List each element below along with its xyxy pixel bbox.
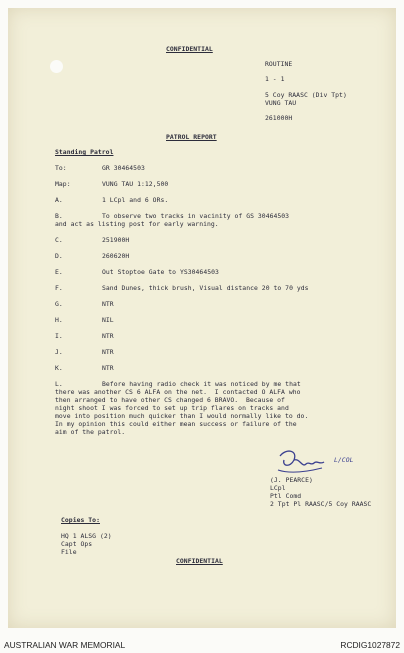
- field-value: NTR: [102, 348, 114, 356]
- field-value: 260620H: [102, 252, 130, 260]
- narrative-line: In my opinion this could either mean success or failure of the: [55, 420, 297, 428]
- field-value: 1 LCpl and 6 ORs.: [102, 196, 169, 204]
- field-label: D.: [55, 252, 63, 260]
- field-value: Sand Dunes, thick brush, Visual distance 20 to 70 yds: [102, 284, 309, 292]
- unit: 5 Coy RAASC (Div Tpt): [265, 91, 347, 99]
- narrative-line: move into position much quicker than I would normally like to do.: [55, 412, 309, 420]
- signature-line: LCpl: [270, 484, 286, 492]
- report-title: PATROL REPORT: [166, 133, 217, 141]
- institution-name: AUSTRALIAN WAR MEMORIAL: [4, 640, 126, 650]
- narrative-line: Before having radio check it was noticed by me that: [102, 380, 301, 388]
- field-value: NTR: [102, 364, 114, 372]
- archive-footer: [0, 636, 404, 653]
- field-label: L.: [55, 380, 63, 388]
- field-value: To observe two tracks in vacinity of GS 30464503: [102, 212, 290, 220]
- field-label: To:: [55, 164, 67, 172]
- field-value: NTR: [102, 332, 114, 340]
- field-value: NIL: [102, 316, 114, 324]
- copies-item: HQ 1 ALSG (2): [61, 532, 112, 540]
- archive-reference: RCDIG1027872: [340, 640, 400, 650]
- signature-line: 2 Tpt Pl RAASC/5 Coy RAASC: [270, 500, 372, 508]
- field-label: K.: [55, 364, 63, 372]
- field-value: Out Stoptoe Gate to YS30464503: [102, 268, 219, 276]
- narrative-line: aim of the patrol.: [55, 428, 126, 436]
- copy-number: 1 - 1: [265, 75, 285, 83]
- field-value: VUNG TAU 1:12,500: [102, 180, 169, 188]
- field-value: NTR: [102, 300, 114, 308]
- field-label: C.: [55, 236, 63, 244]
- field-value-continued: and act as listing post for early warning.: [55, 220, 219, 228]
- field-label: Map:: [55, 180, 71, 188]
- classification-footer: CONFIDENTIAL: [176, 557, 223, 565]
- field-label: B.: [55, 212, 63, 220]
- field-label: A.: [55, 196, 63, 204]
- field-label: I.: [55, 332, 63, 340]
- copies-item: File: [61, 548, 77, 556]
- field-label: F.: [55, 284, 63, 292]
- date-time-group: 261000H: [265, 114, 293, 122]
- narrative-line: there was another CS 6 ALFA on the net. I contacted O ALFA who: [55, 388, 301, 396]
- signature-line: (J. PEARCE): [270, 476, 313, 484]
- document-page: [8, 8, 396, 628]
- signature-line: Ptl Comd: [270, 492, 302, 500]
- signature-annotation: L/COL: [334, 456, 354, 464]
- section-heading: Standing Patrol: [55, 148, 114, 156]
- classification-header: CONFIDENTIAL: [166, 45, 213, 53]
- narrative-line: then arranged to have other CS changed 6 BRAVO. Because of: [55, 396, 285, 404]
- field-label: E.: [55, 268, 63, 276]
- field-label: H.: [55, 316, 63, 324]
- field-label: J.: [55, 348, 63, 356]
- field-value: GR 30464503: [102, 164, 145, 172]
- copies-item: Capt Ops: [61, 540, 93, 548]
- field-label: G.: [55, 300, 63, 308]
- location: VUNG TAU: [265, 99, 297, 107]
- punch-hole: [50, 60, 63, 73]
- copies-heading: Copies To:: [61, 516, 100, 524]
- narrative-line: night shoot I was forced to set up trip flares on tracks and: [55, 404, 289, 412]
- field-value: 251900H: [102, 236, 130, 244]
- precedence: ROUTINE: [265, 60, 293, 68]
